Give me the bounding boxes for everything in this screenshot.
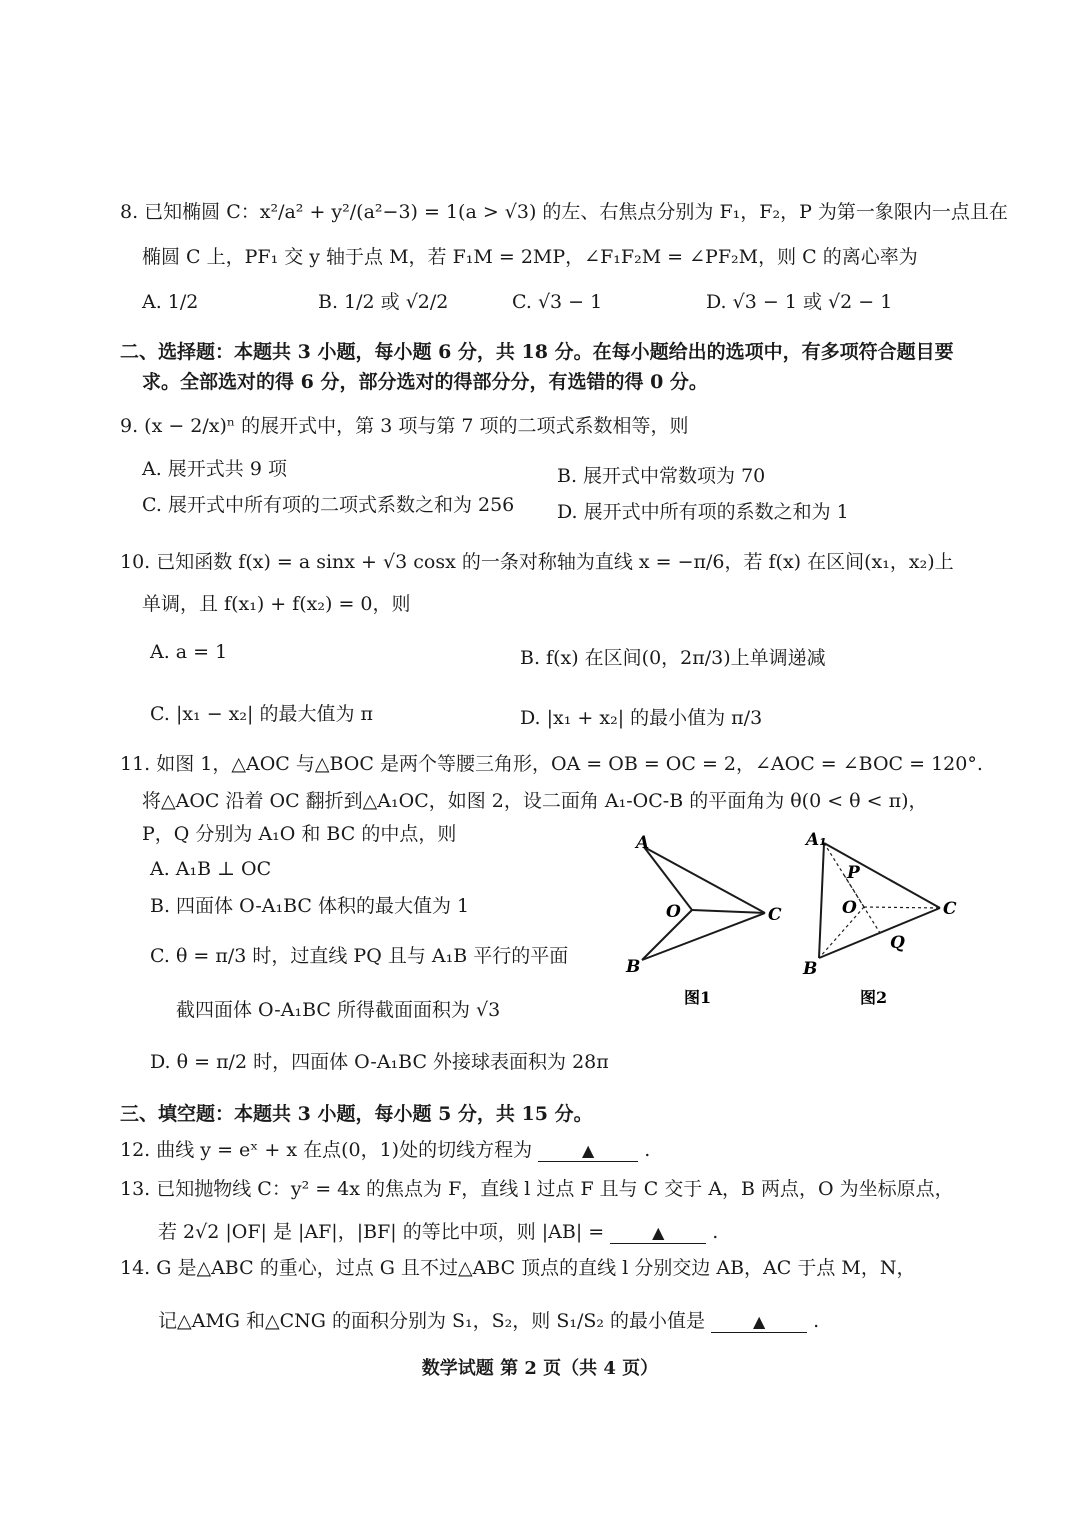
figure-2 [800, 825, 975, 1015]
q9-option-d: D. 展开式中所有项的系数之和为 1 [557, 501, 849, 523]
q11-option-a: A. A₁B ⊥ OC [150, 858, 272, 880]
q10-option-b: B. f(x) 在区间(0，2π/3)上单调递减 [520, 647, 826, 669]
q14-period: . [813, 1310, 820, 1332]
fig1-label-c: C [768, 905, 782, 925]
section3-heading: 三、填空题：本题共 3 小题，每小题 5 分，共 15 分。 [120, 1103, 593, 1125]
q12-line [120, 1138, 650, 1162]
fig2-caption: 图2 [860, 988, 888, 1007]
q13-line2 [158, 1220, 718, 1244]
fig1-edge-ao [644, 847, 692, 910]
q9-stem: 9. (x − 2/x)ⁿ 的展开式中，第 3 项与第 7 项的二项式系数相等，则 [120, 415, 689, 437]
fig1-label-o: O [666, 902, 681, 922]
q9-option-a: A. 展开式共 9 项 [142, 458, 287, 480]
fig2-label-b: B [803, 959, 818, 979]
fig1-label-a: A [636, 833, 650, 853]
fig1-edge-oc [692, 910, 765, 913]
fig1-edge-bc [642, 913, 765, 960]
q14-line1: 14. G 是△ABC 的重心，过点 G 且不过△ABC 顶点的直线 l 分别交边 AB，AC 于点 M，N， [120, 1257, 916, 1279]
q12-answer-blank[interactable]: ▲ [538, 1141, 638, 1162]
q8-option-d: D. √3 − 1 或 √2 − 1 [706, 291, 893, 313]
q10-option-a: A. a = 1 [150, 641, 228, 663]
section2-heading-cont: 求。全部选对的得 6 分，部分选对的得部分分，有选错的得 0 分。 [142, 371, 708, 393]
q8-option-c: C. √3 − 1 [512, 291, 603, 313]
q11-line1: 11. 如图 1，△AOC 与△BOC 是两个等腰三角形，OA = OB = OC = 2，∠AOC = ∠BOC = 120°. [120, 753, 983, 775]
q13-stem: 若 2√2 |OF| 是 |AF|，|BF| 的等比中项，则 |AB| = [158, 1221, 605, 1243]
fig1-label-b: B [626, 957, 641, 977]
q11-line3: P，Q 分别为 A₁O 和 BC 的中点，则 [142, 823, 457, 845]
q13-period: . [712, 1221, 719, 1243]
fig2-edge-a1b [819, 843, 824, 958]
q10-option-d: D. |x₁ + x₂| 的最小值为 π/3 [520, 707, 763, 729]
q11-line2: 将△AOC 沿着 OC 翻折到△A₁OC，如图 2，设二面角 A₁-OC-B 的平面角为 θ(0 < θ < π)， [142, 790, 928, 812]
q11-option-b: B. 四面体 O-A₁BC 体积的最大值为 1 [150, 895, 470, 917]
q8-line2: 椭圆 C 上，PF₁ 交 y 轴于点 M，若 F₁M = 2MP，∠F₁F₂M = ∠PF₂M，则 C 的离心率为 [142, 246, 918, 268]
q10-line1: 10. 已知函数 f(x) = a sinx + √3 cosx 的一条对称轴为直线 x = −π/6，若 f(x) 在区间(x₁，x₂)上 [120, 551, 954, 573]
q14-answer-blank[interactable]: ▲ [711, 1312, 807, 1333]
page-footer: 数学试题 第 2 页（共 4 页） [421, 1358, 659, 1379]
q11-option-c-cont: 截四面体 O-A₁BC 所得截面面积为 √3 [176, 999, 501, 1021]
q8-option-b: B. 1/2 或 √2/2 [318, 291, 449, 313]
fig2-edge-oc [864, 907, 940, 908]
fig2-label-q: Q [890, 933, 905, 953]
q9-option-c: C. 展开式中所有项的二项式系数之和为 256 [142, 494, 515, 516]
q8-option-a: A. 1/2 [142, 291, 199, 313]
fig2-label-c: C [943, 899, 957, 919]
q14-stem: 记△AMG 和△CNG 的面积分别为 S₁，S₂，则 S₁/S₂ 的最小值是 [158, 1310, 706, 1332]
q12-stem: 12. 曲线 y = eˣ + x 在点(0，1)处的切线方程为 [120, 1139, 533, 1161]
q11-option-d: D. θ = π/2 时，四面体 O-A₁BC 外接球表面积为 28π [150, 1051, 609, 1073]
q13-answer-blank[interactable]: ▲ [610, 1223, 706, 1244]
fig1-caption: 图1 [684, 988, 712, 1007]
section2-heading: 二、选择题：本题共 3 小题，每小题 6 分，共 18 分。在每小题给出的选项中，有多项符合题目要 [120, 341, 954, 363]
fig2-label-a1: A₁ [806, 830, 827, 850]
q12-period: . [644, 1139, 651, 1161]
q14-line2 [158, 1309, 819, 1333]
fig2-label-p: P [847, 863, 860, 883]
figure-1 [620, 825, 800, 1015]
q10-line2: 单调，且 f(x₁) + f(x₂) = 0，则 [142, 593, 411, 615]
fig1-edge-ac [644, 847, 765, 913]
q13-line1: 13. 已知抛物线 C：y² = 4x 的焦点为 F，直线 l 过点 F 且与 C 交于 A，B 两点，O 为坐标原点， [120, 1178, 954, 1200]
q10-option-c: C. |x₁ − x₂| 的最大值为 π [150, 703, 373, 725]
q11-option-c: C. θ = π/3 时，过直线 PQ 且与 A₁B 平行的平面 [150, 945, 569, 967]
fig2-label-o: O [842, 898, 857, 918]
q9-option-b: B. 展开式中常数项为 70 [557, 465, 766, 487]
q8-line1: 8. 已知椭圆 C：x²/a² + y²/(a²−3) = 1(a > √3) 的左、右焦点分别为 F₁，F₂，P 为第一象限内一点且在 [120, 201, 1008, 223]
